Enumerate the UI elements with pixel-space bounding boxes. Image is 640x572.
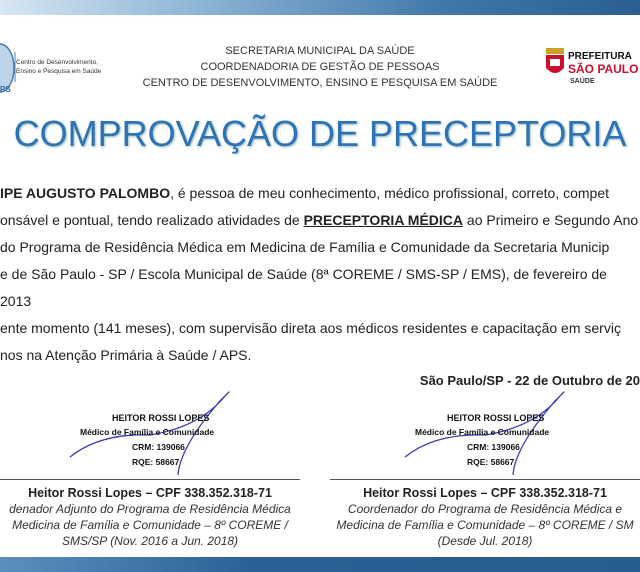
body-text: onsável e pontual, tendo realizado atividades de	[0, 212, 304, 228]
signature-block-left	[0, 391, 300, 549]
body-line-4: e de São Paulo - SP / Escola Municipal de Saúde (8ª COREME / SMS-SP / EMS), de fevereiro de 2013	[0, 266, 607, 309]
city-coat-of-arms-icon	[546, 48, 564, 73]
signer-role-left: denador Adjunto do Programa de Residência Médica	[9, 502, 291, 516]
stamp-crm: CRM: 139066	[132, 442, 185, 452]
header-line-2: COORDENADORIA DE GESTÃO DE PESSOAS	[200, 61, 440, 73]
stamp-rqe: RQE: 58667	[132, 457, 180, 467]
stamp-name: HEITOR ROSSI LOPES	[112, 413, 210, 423]
top-decorative-bar	[0, 0, 640, 15]
signature-line-right	[330, 479, 640, 480]
signer-name-left: Heitor Rossi Lopes – CPF 338.352.318-71	[28, 486, 272, 500]
signature-line-left	[0, 479, 300, 480]
body-line-1	[0, 180, 640, 207]
signature-stamp-right	[395, 391, 575, 477]
body-line-3: do Programa de Residência Médica em Medicina de Família e Comunidade da Secretaria Municip	[0, 239, 610, 255]
logo-prefeitura: PREFEITURA	[568, 51, 632, 62]
body-line-5: ente momento (141 meses), com supervisão direta aos médicos residentes e capacitação em serviç	[0, 320, 621, 336]
stamp-specialty: Médico de Família e Comunidade	[80, 427, 215, 437]
signatures-row	[0, 391, 640, 549]
place-date: São Paulo/SP - 22 de Outubro de 20	[419, 373, 640, 388]
logo-text-line: Ensino e Pesquisa em Saúde	[16, 68, 102, 75]
person-name: IPE AUGUSTO PALOMBO	[0, 185, 171, 201]
signer-role-right: Coordenador do Programa de Residência Médica e	[347, 502, 623, 516]
logo-text-line: Centro de Desenvolvimento,	[16, 59, 99, 66]
bottom-decorative-bar	[0, 557, 640, 572]
logo-abbr: PS	[0, 85, 11, 94]
signer-role-left: Medicina de Família e Comunidade – 8º COREME /	[12, 518, 288, 532]
header-line-3: CENTRO DE DESENVOLVIMENTO, ENSINO E PESQUISA EM SAÚDE	[142, 77, 498, 89]
cedeps-logo	[0, 38, 120, 94]
document-title: COMPROVAÇÃO DE PRECEPTORIA	[13, 113, 627, 154]
body-text: , é pessoa de meu conhecimento, médico profissional, correto, compet	[170, 185, 609, 201]
body-line-6: nos na Atenção Primária à Saúde / APS.	[0, 347, 252, 363]
signer-role-left: SMS/SP (Nov. 2016 a Jun. 2018)	[61, 534, 239, 548]
header-line-1: SECRETARIA MUNICIPAL DA SAÚDE	[225, 45, 415, 57]
body-line-2	[0, 207, 640, 234]
logo-saude: SAÚDE	[570, 78, 595, 85]
logo-sao-paulo: SÃO PAULO	[568, 62, 639, 76]
stamp-rqe: RQE: 58667	[467, 457, 515, 467]
document-body	[0, 180, 640, 572]
cedeps-emblem-icon	[0, 38, 16, 94]
signature-stamp-left	[60, 391, 240, 477]
body-text: ao Primeiro e Segundo Ano	[463, 212, 639, 228]
signer-role-right: (Desde Jul. 2018)	[437, 534, 533, 548]
stamp-specialty: Médico de Família e Comunidade	[415, 427, 550, 437]
stamp-name: HEITOR ROSSI LOPES	[447, 413, 545, 423]
stamp-crm: CRM: 139066	[467, 442, 520, 452]
prefeitura-sao-paulo-logo	[545, 46, 639, 86]
preceptoria-emphasis: PRECEPTORIA MÉDICA	[303, 212, 464, 228]
signer-name-right: Heitor Rossi Lopes – CPF 338.352.318-71	[363, 486, 607, 500]
signer-role-right: Medicina de Família e Comunidade – 8º COREME / SM	[336, 518, 634, 532]
signature-block-right	[330, 391, 640, 549]
